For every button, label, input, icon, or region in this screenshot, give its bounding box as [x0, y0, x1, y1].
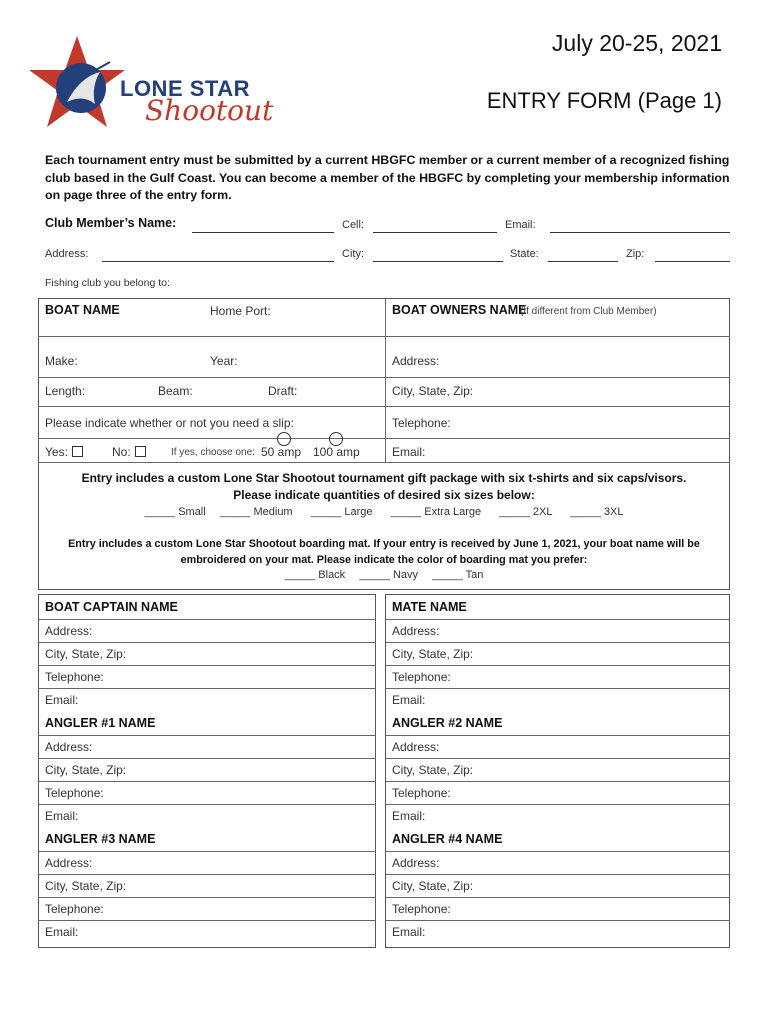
size-extra-large[interactable]: _____ Extra Large — [390, 506, 482, 518]
member-name-field[interactable] — [192, 232, 334, 233]
gift-line2: Please indicate quantities of desired six sizes below: — [233, 488, 535, 502]
crew-right-2-email-label: Email: — [392, 925, 426, 939]
amp100-radio[interactable] — [329, 432, 343, 446]
crew-right-2-telephone-label: Telephone: — [392, 902, 451, 916]
mat-tan[interactable]: _____ Tan — [432, 569, 484, 581]
crew-left-1-telephone-label: Telephone: — [45, 786, 104, 800]
amp50-label: 50 amp — [261, 445, 302, 459]
mat-line2: embroidered on your mat. Please indicate the color of boarding mat you prefer: — [180, 554, 588, 566]
boat-owners-label: BOAT OWNERS NAME — [392, 303, 527, 317]
gift-line1: Entry includes a custom Lone Star Shootout tournament gift package with six t-shirts and six caps/visors. — [81, 471, 687, 485]
slip-label: Please indicate whether or not you need a slip: — [45, 416, 294, 430]
crew-left-2-address-label: Address: — [45, 856, 93, 870]
make-label: Make: — [45, 354, 78, 368]
crew-left-0-address-label: Address: — [45, 624, 93, 638]
size-2xl[interactable]: _____ 2XL — [499, 506, 553, 518]
no-checkbox[interactable] — [135, 446, 146, 457]
fishing-club-label: Fishing club you belong to: — [45, 277, 170, 289]
crew-right-2-city-label: City, State, Zip: — [392, 879, 474, 893]
member-address-label: Address: — [45, 248, 89, 260]
amp50-radio[interactable] — [277, 432, 291, 446]
crew-right-1-telephone-label: Telephone: — [392, 786, 451, 800]
crew-left-1-city-label: City, State, Zip: — [45, 763, 127, 777]
crew-right-2-name: ANGLER #4 NAME — [392, 832, 503, 846]
logo-text-line2: Shootout — [145, 94, 274, 127]
size-large[interactable]: _____ Large — [310, 506, 373, 518]
logo — [25, 32, 315, 137]
boat-owners-note: (If different from Club Member) — [520, 306, 657, 317]
crew-right-1-address-label: Address: — [392, 740, 440, 754]
crew-left-2-telephone-label: Telephone: — [45, 902, 104, 916]
crew-left-2-email-label: Email: — [45, 925, 79, 939]
slip-no[interactable] — [112, 445, 146, 459]
mat-colors — [38, 569, 730, 581]
event-date: July 20-25, 2021 — [551, 30, 722, 56]
crew-right-1-name: ANGLER #2 NAME — [392, 716, 503, 730]
gift-sizes — [38, 506, 730, 518]
crew-right-2-address-label: Address: — [392, 856, 440, 870]
slip-yes-label: Yes: — [45, 445, 68, 459]
crew-left-0-city-label: City, State, Zip: — [45, 647, 127, 661]
member-city-field[interactable] — [373, 261, 503, 262]
member-email-field[interactable] — [550, 232, 730, 233]
yes-checkbox[interactable] — [72, 446, 83, 457]
mat-navy[interactable]: _____ Navy — [359, 569, 419, 581]
crew-left-2-name: ANGLER #3 NAME — [45, 832, 156, 846]
slip-no-label: No: — [112, 445, 131, 459]
member-name-label: Club Member’s Name: — [45, 216, 177, 230]
form-title: ENTRY FORM (Page 1) — [486, 88, 722, 113]
length-label: Length: — [45, 384, 86, 398]
member-state-field[interactable] — [548, 261, 618, 262]
crew-right-0-city-label: City, State, Zip: — [392, 647, 474, 661]
crew-right-0-address-label: Address: — [392, 624, 440, 638]
owner-email-label: Email: — [392, 445, 426, 459]
beam-label: Beam: — [158, 384, 193, 398]
owner-telephone-label: Telephone: — [392, 416, 451, 430]
size-3xl[interactable]: _____ 3XL — [570, 506, 624, 518]
slip-yes[interactable] — [45, 445, 83, 459]
size-small[interactable]: _____ Small — [144, 506, 206, 518]
member-address-field[interactable] — [102, 261, 334, 262]
mat-black[interactable]: _____ Black — [284, 569, 346, 581]
draft-label: Draft: — [268, 384, 298, 398]
member-cell-field[interactable] — [373, 232, 497, 233]
size-medium[interactable]: _____ Medium — [219, 506, 293, 518]
owner-city-label: City, State, Zip: — [392, 384, 474, 398]
owner-address-label: Address: — [392, 354, 440, 368]
crew-left-1-address-label: Address: — [45, 740, 93, 754]
crew-left-1-name: ANGLER #1 NAME — [45, 716, 156, 730]
year-label: Year: — [210, 354, 238, 368]
member-zip-label: Zip: — [626, 248, 645, 260]
choose-one-label: If yes, choose one: — [171, 447, 255, 458]
logo-text-line1: LONE STAR — [120, 76, 250, 101]
member-zip-field[interactable] — [655, 261, 730, 262]
member-city-label: City: — [342, 248, 364, 260]
crew-left-0-name: BOAT CAPTAIN NAME — [45, 600, 178, 614]
boat-name-label: BOAT NAME — [45, 303, 120, 317]
amp100-label: 100 amp — [313, 445, 360, 459]
crew-right-0-name: MATE NAME — [392, 600, 467, 614]
intro-text: Each tournament entry must be submitted by a current HBGFC member or a current member of a recognized fishing club based in the Gulf Coast. You can become a member of the HBGFC by completing your membership information on page three of the entry form. — [45, 153, 730, 202]
crew-right-1-city-label: City, State, Zip: — [392, 763, 474, 777]
crew-right-0-email-label: Email: — [392, 693, 426, 707]
mat-line1: Entry includes a custom Lone Star Shootout boarding mat. If your entry is received by June 1, 2021, your boat name will be — [68, 538, 700, 550]
crew-left-0-telephone-label: Telephone: — [45, 670, 104, 684]
crew-left-2-city-label: City, State, Zip: — [45, 879, 127, 893]
member-email-label: Email: — [505, 219, 536, 231]
crew-left-1-email-label: Email: — [45, 809, 79, 823]
member-cell-label: Cell: — [342, 219, 365, 231]
crew-left-0-email-label: Email: — [45, 693, 79, 707]
member-state-label: State: — [510, 248, 539, 260]
crew-right-0-telephone-label: Telephone: — [392, 670, 451, 684]
home-port-label: Home Port: — [210, 304, 271, 318]
crew-right-1-email-label: Email: — [392, 809, 426, 823]
